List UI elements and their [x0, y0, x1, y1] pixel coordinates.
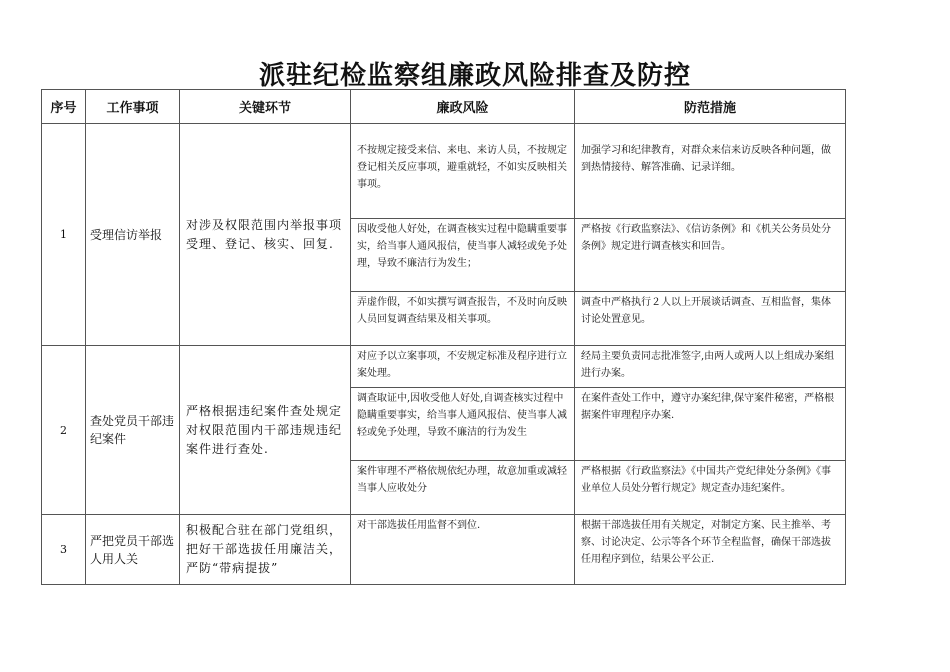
work-item: 查处党员干部违纪案件 [86, 346, 180, 515]
measure-cell: 严格按《行政监察法》、《信访条例》和《机关公务员处分条例》规定进行调查核实和回告。 [575, 219, 846, 292]
measure-cell: 严格根据《行政监察法》《中国共产党纪律处分条例》《事业单位人员处分暂行规定》规定查办违纪案件。 [575, 461, 846, 515]
risk-cell: 对干部选拔任用监督不到位. [351, 515, 575, 585]
key-link: 严格根据违纪案件查处规定对权限范围内干部违规违纪案件进行查处. [180, 346, 351, 515]
row-number: 1 [42, 124, 86, 346]
measure-cell: 根据干部选拔任用有关规定，对制定方案、民主推举、考察、讨论决定、公示等各个环节全程监督，确保干部选拔任用程序到位，结果公平公正. [575, 515, 846, 585]
page-title: 派驻纪检监察组廉政风险排查及防控 [258, 61, 691, 91]
header-measure: 防范措施 [575, 90, 846, 124]
work-item: 严把党员干部选人用人关 [86, 515, 180, 585]
measure-cell: 调查中严格执行２人以上开展谈话调查、互相监督，集体讨论处置意见。 [575, 292, 846, 346]
row-number: 2 [42, 346, 86, 515]
measure-cell: 经局主要负责同志批准签字,由两人或两人以上组成办案组进行办案。 [575, 346, 846, 388]
header-num: 序号 [42, 90, 86, 124]
table-row [42, 346, 846, 388]
header-risk: 廉政风险 [351, 90, 575, 124]
table-header-row [42, 90, 846, 124]
risk-cell: 因收受他人好处，在调查核实过程中隐瞒重要事实，给当事人通风报信，使当事人减轻或免予处理，导致不廉洁行为发生； [351, 219, 575, 292]
row-number: 3 [42, 515, 86, 585]
table-row [42, 124, 846, 219]
risk-cell: 不按规定接受来信、来电、来访人员，不按规定登记相关反应事项，避重就轻，不如实反映相关事项。 [351, 124, 575, 219]
key-link: 对涉及权限范围内举报事项受理、登记、核实、回复. [180, 124, 351, 346]
measure-cell: 在案件查处工作中，遵守办案纪律,保守案件秘密，严格根据案件审理程序办案. [575, 388, 846, 461]
risk-cell: 弄虚作假，不如实撰写调查报告，不及时向反映人员回复调查结果及相关事项。 [351, 292, 575, 346]
header-key: 关键环节 [180, 90, 351, 124]
risk-cell: 对应予以立案事项，不安规定标准及程序进行立案处理。 [351, 346, 575, 388]
measure-cell: 加强学习和纪律教育，对群众来信来访反映各种问题，做到热情接待、解答准确、记录详细。 [575, 124, 846, 219]
work-item: 受理信访举报 [86, 124, 180, 346]
risk-cell: 调查取证中,因收受他人好处,自调查核实过程中隐瞒重要事实，给当事人通风报信、使当事人减轻或免予处理，导致不廉洁的行为发生 [351, 388, 575, 461]
key-link: 积极配合驻在部门党组织，把好干部选拔任用廉洁关，严防“带病提拔” [180, 515, 351, 585]
table-row [42, 515, 846, 585]
header-item: 工作事项 [86, 90, 180, 124]
risk-cell: 案件审理不严格依规依纪办理，故意加重或减轻当事人应收处分 [351, 461, 575, 515]
risk-table [41, 89, 846, 585]
